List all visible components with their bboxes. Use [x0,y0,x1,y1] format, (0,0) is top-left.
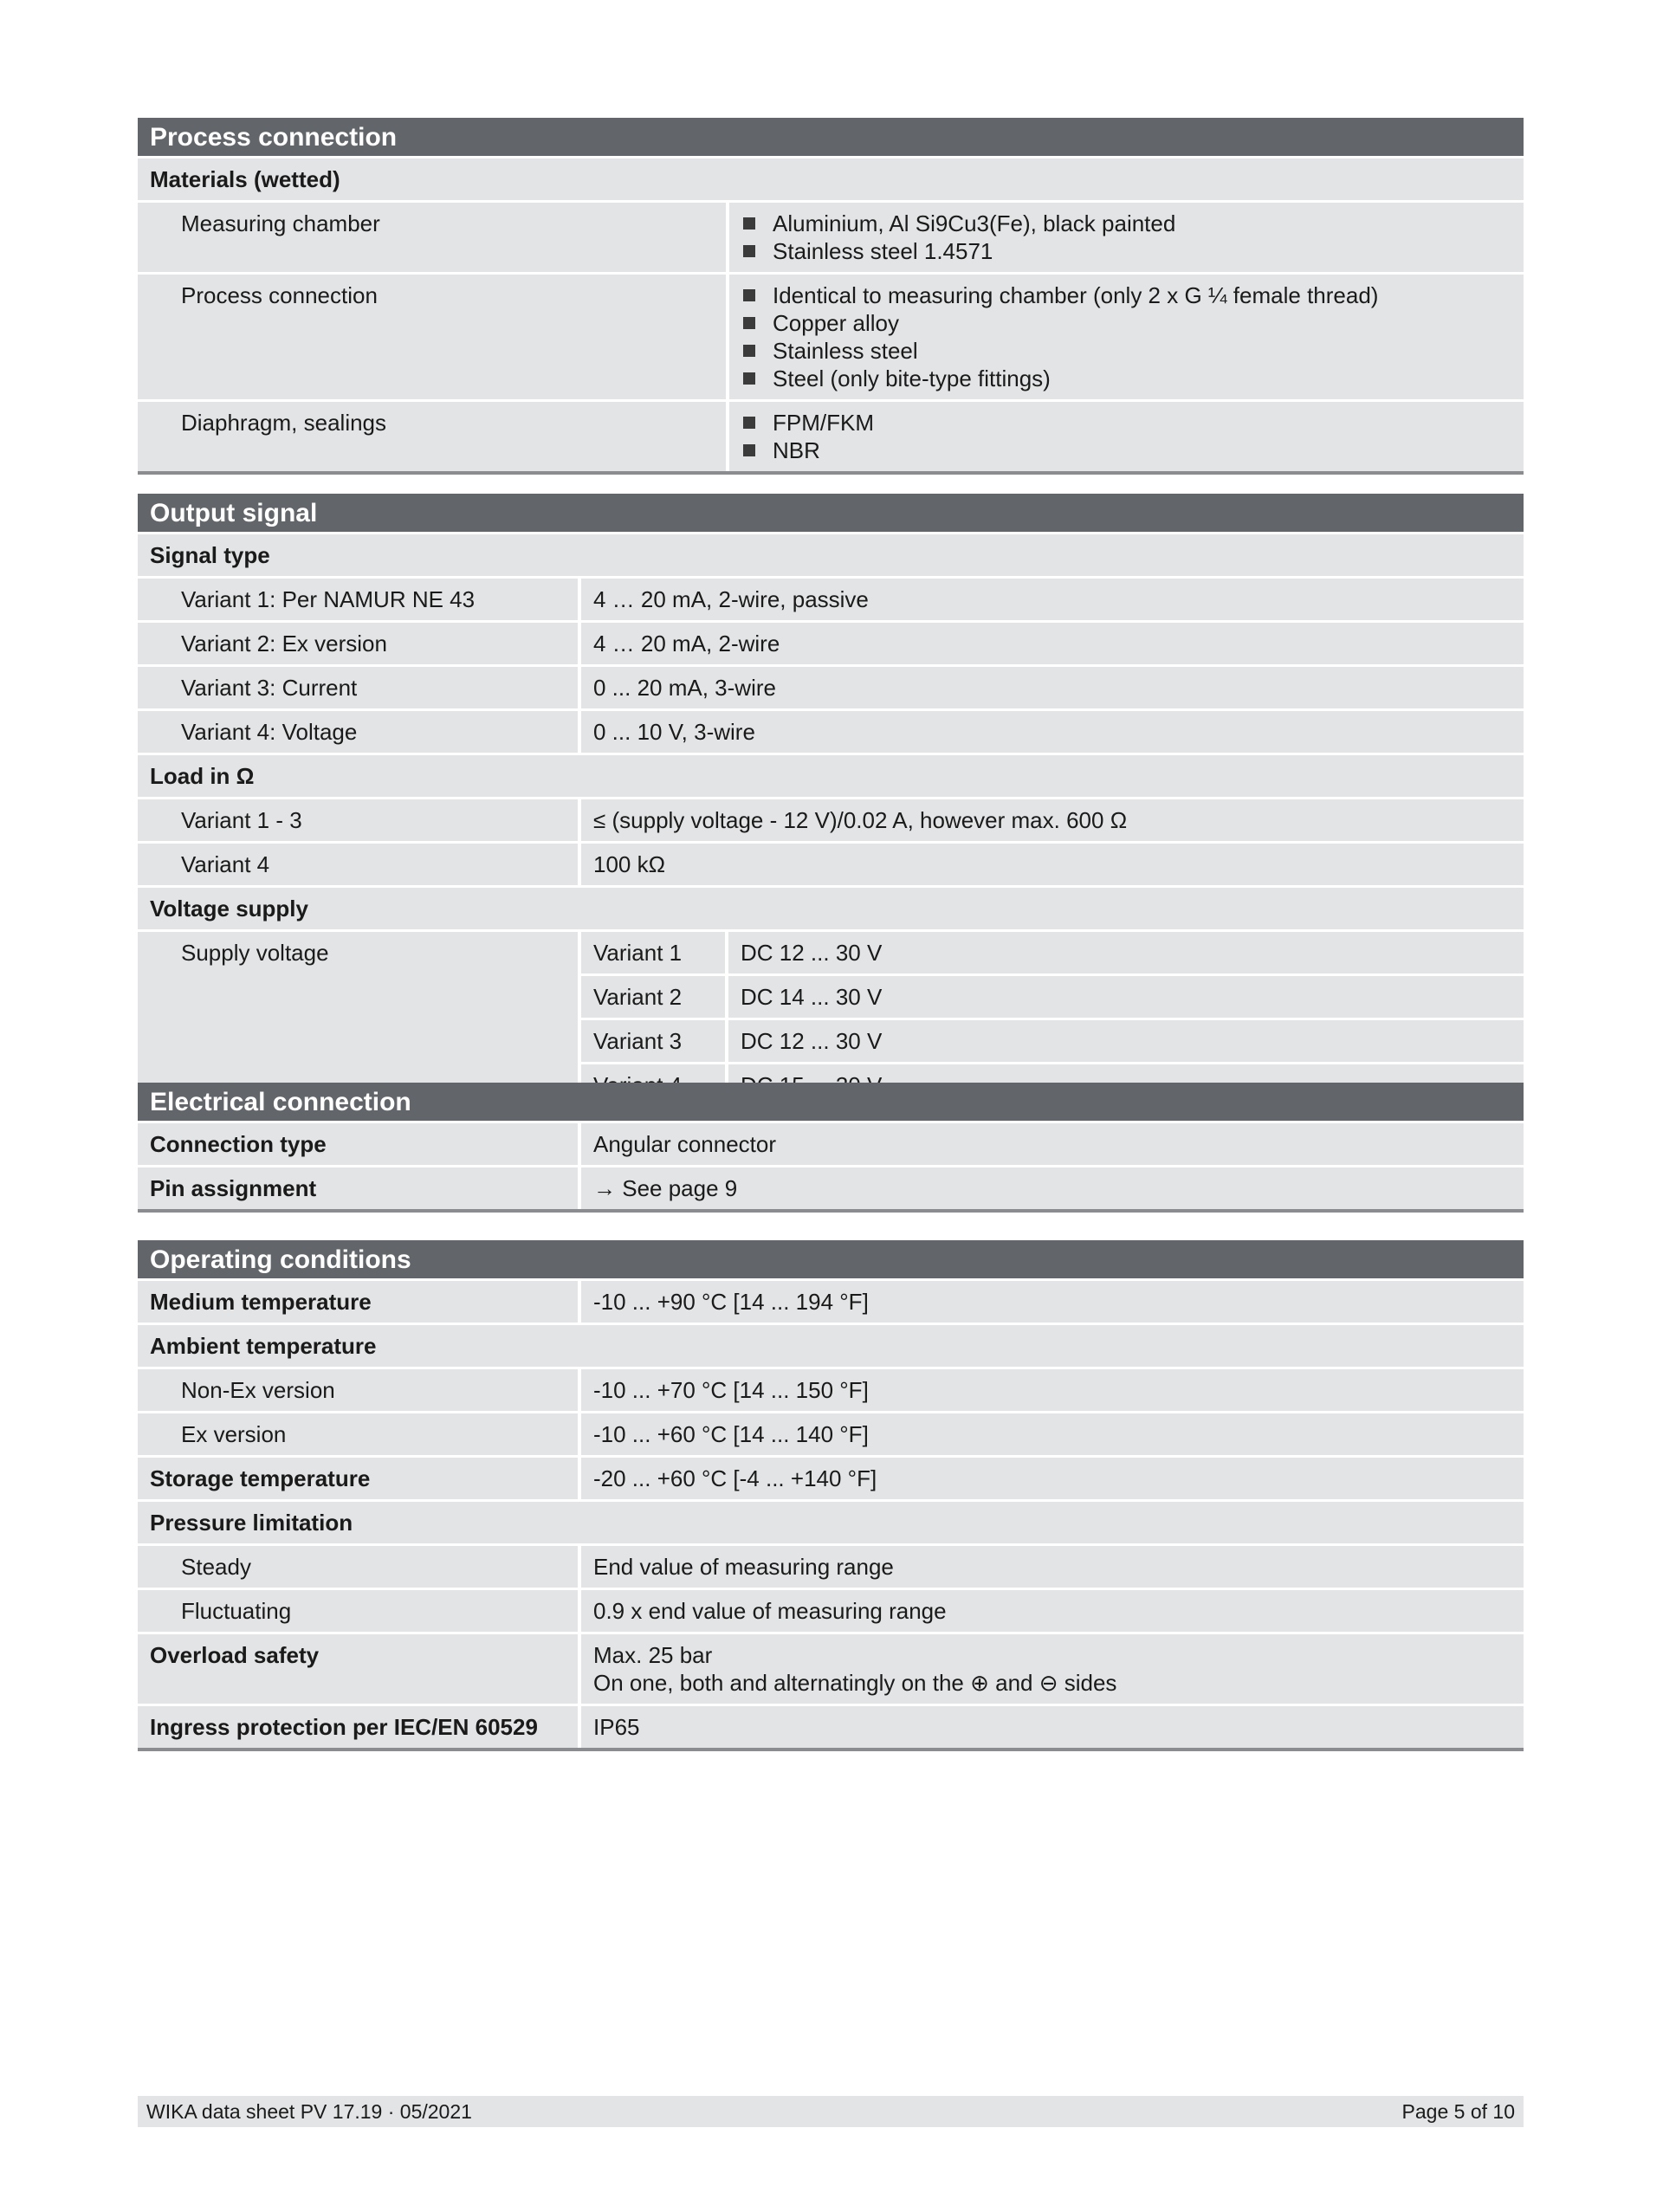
ambient-temperature-label: Ambient temperature [138,1325,1524,1367]
row-value: 4 … 20 mA, 2-wire, passive [581,579,1524,620]
bullet-list [729,203,1524,272]
table-row [138,1281,1524,1323]
row-label: Pin assignment [138,1167,578,1209]
bullet-list [729,275,1524,399]
row-label: Fluctuating [138,1590,578,1632]
row-label: Steady [138,1546,578,1588]
table-row [138,1590,1524,1632]
row-value: 0 ... 20 mA, 3-wire [581,667,1524,708]
row-label: Measuring chamber [138,203,726,272]
signal-type-label: Signal type [138,534,1524,576]
row-label: Variant 4: Voltage [138,711,578,753]
list-item: Stainless steel [741,337,1511,365]
variant-value: DC 12 ... 30 V [728,932,1524,973]
table-row [138,1634,1524,1704]
row-label: Variant 3: Current [138,667,578,708]
table-row [138,1369,1524,1411]
row-value [581,1634,1524,1704]
row-label: Supply voltage [138,932,578,1106]
row-label: Ingress protection per IEC/EN 60529 [138,1706,578,1748]
table-row [138,1413,1524,1455]
table-row [138,402,1524,471]
variant-label: Variant 3 [581,1020,725,1062]
row-label: Variant 4 [138,844,578,885]
section-title: Process connection [138,118,1524,156]
row-label: Process connection [138,275,726,399]
list-item: NBR [741,437,1511,464]
page-number: Page 5 of 10 [1401,2099,1515,2123]
list-item: Steel (only bite-type fittings) [741,365,1511,392]
load-label: Load in Ω [138,755,1524,797]
row-value: -10 ... +70 °C [14 ... 150 °F] [581,1369,1524,1411]
table-row [138,1458,1524,1499]
section-divider [138,1209,1524,1213]
pin-assignment-link[interactable]: → See page 9 [581,1167,1524,1209]
list-item: Copper alloy [741,309,1511,337]
variant-value: DC 12 ... 30 V [728,1020,1524,1062]
operating-conditions-section [138,1240,1524,1751]
row-label: Connection type [138,1123,578,1165]
supply-voltage-table [581,932,1524,1106]
row-value: 100 kΩ [581,844,1524,885]
process-connection-section [138,118,1524,475]
bullet-list [729,402,1524,471]
list-item: FPM/FKM [741,409,1511,437]
row-label: Overload safety [138,1634,578,1704]
table-row [581,1020,1524,1062]
table-row [138,667,1524,708]
variant-label: Variant 1 [581,932,725,973]
table-row [138,1706,1524,1748]
row-value: -10 ... +60 °C [14 ... 140 °F] [581,1413,1524,1455]
row-value: 4 … 20 mA, 2-wire [581,623,1524,664]
list-item: Identical to measuring chamber (only 2 x G ¼ female thread) [741,281,1511,309]
row-label: Non-Ex version [138,1369,578,1411]
electrical-connection-section [138,1083,1524,1213]
table-row [138,1123,1524,1165]
variant-label: Variant 2 [581,976,725,1018]
row-value: -10 ... +90 °C [14 ... 194 °F] [581,1281,1524,1323]
table-row [138,275,1524,399]
table-row [138,799,1524,841]
document-reference: WIKA data sheet PV 17.19 · 05/2021 [146,2099,472,2123]
table-row [138,1167,1524,1209]
page-footer [138,2096,1524,2127]
section-divider [138,1748,1524,1751]
row-label: Storage temperature [138,1458,578,1499]
section-title: Output signal [138,494,1524,532]
table-row [138,1546,1524,1588]
row-value: 0.9 x end value of measuring range [581,1590,1524,1632]
row-value: Angular connector [581,1123,1524,1165]
row-label: Medium temperature [138,1281,578,1323]
table-row [581,976,1524,1018]
row-value: 0 ... 10 V, 3-wire [581,711,1524,753]
section-divider [138,471,1524,475]
table-row [581,932,1524,973]
overload-line: On one, both and alternatingly on the ⊕ and ⊖ sides [593,1670,1117,1696]
materials-label: Materials (wetted) [138,158,1524,200]
table-row [138,844,1524,885]
voltage-supply-label: Voltage supply [138,888,1524,929]
row-label: Variant 2: Ex version [138,623,578,664]
table-row [138,203,1524,272]
table-row [138,711,1524,753]
row-value: IP65 [581,1706,1524,1748]
table-row [138,623,1524,664]
row-label: Variant 1 - 3 [138,799,578,841]
overload-line: Max. 25 bar [593,1642,713,1668]
variant-value: DC 14 ... 30 V [728,976,1524,1018]
row-label: Variant 1: Per NAMUR NE 43 [138,579,578,620]
list-item: Aluminium, Al Si9Cu3(Fe), black painted [741,210,1511,237]
output-signal-section [138,494,1524,1109]
table-row [138,579,1524,620]
row-value: ≤ (supply voltage - 12 V)/0.02 A, however max. 600 Ω [581,799,1524,841]
row-value: -20 ... +60 °C [-4 ... +140 °F] [581,1458,1524,1499]
table-row [138,932,1524,1106]
row-label: Ex version [138,1413,578,1455]
section-title: Electrical connection [138,1083,1524,1121]
section-title: Operating conditions [138,1240,1524,1278]
row-label: Diaphragm, sealings [138,402,726,471]
row-value: End value of measuring range [581,1546,1524,1588]
pressure-limitation-label: Pressure limitation [138,1502,1524,1543]
list-item: Stainless steel 1.4571 [741,237,1511,265]
